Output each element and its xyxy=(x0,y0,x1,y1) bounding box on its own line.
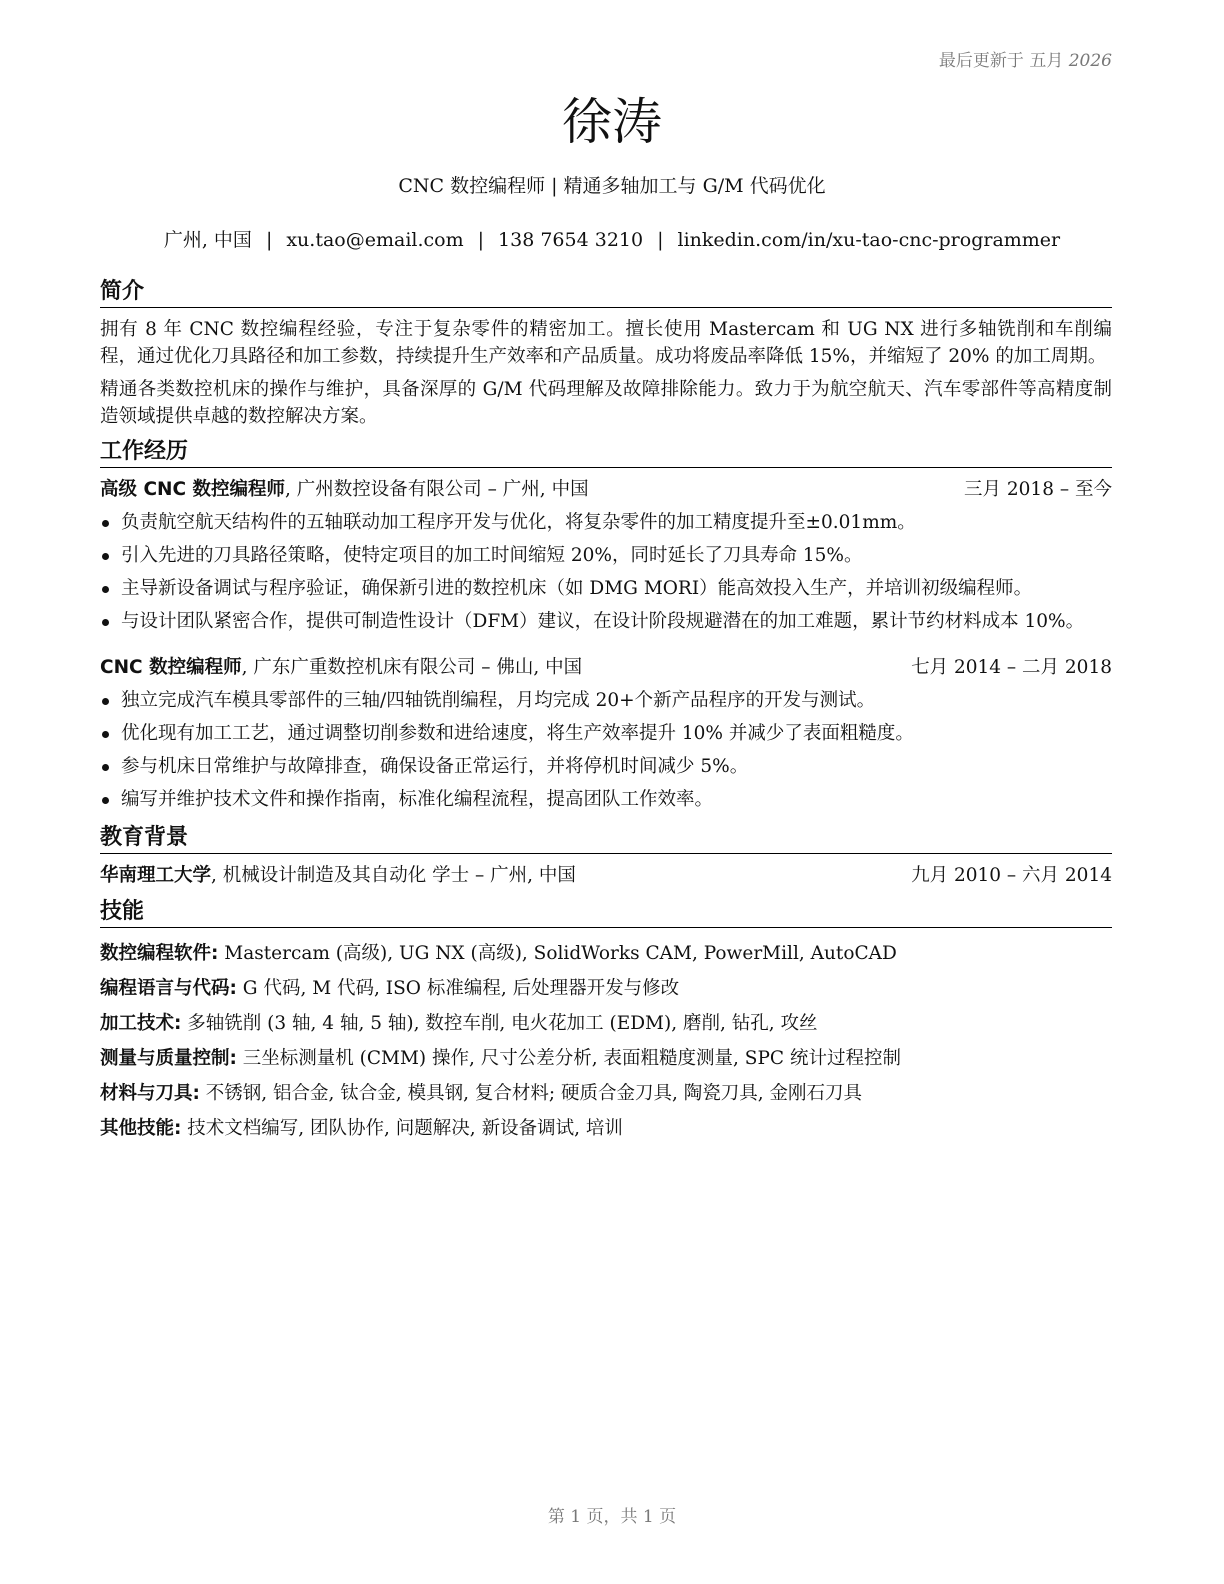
job-bullet: 独立完成汽车模具零部件的三轴/四轴铣削编程，月均完成 20+个新产品程序的开发与测试。 xyxy=(100,684,1112,717)
job-bullets xyxy=(100,684,1112,816)
education-degree: , 机械设计制造及其自动化 学士 – 广州, 中国 xyxy=(211,865,576,886)
job-title-line xyxy=(100,654,582,682)
skill-row xyxy=(100,1041,1112,1076)
skill-label: 测量与质量控制: xyxy=(100,1048,237,1069)
job-company: , 广州数控设备有限公司 – 广州, 中国 xyxy=(285,479,589,500)
skill-label: 加工技术: xyxy=(100,1013,182,1034)
section-title-summary: 简介 xyxy=(100,278,1112,308)
job-role: CNC 数控编程师 xyxy=(100,657,242,678)
skill-value: Mastercam (高级), UG NX (高级), SolidWorks CAM, PowerMill, AutoCAD xyxy=(218,943,897,964)
skill-row xyxy=(100,1006,1112,1041)
skill-value: 多轴铣削 (3 轴, 4 轴, 5 轴), 数控车削, 电火花加工 (EDM), 磨削, 钻孔, 攻丝 xyxy=(181,1013,818,1034)
job-bullet: 负责航空航天结构件的五轴联动加工程序开发与优化，将复杂零件的加工精度提升至±0.01mm。 xyxy=(100,506,1112,539)
contact-separator: | xyxy=(265,229,273,251)
job-bullet: 优化现有加工工艺，通过调整切削参数和进给速度，将生产效率提升 10% 并减少了表面粗糙度。 xyxy=(100,717,1112,750)
skills-section xyxy=(100,898,1112,1146)
skill-row xyxy=(100,1111,1112,1146)
skill-value: G 代码, M 代码, ISO 标准编程, 后处理器开发与修改 xyxy=(236,978,680,999)
job-entry xyxy=(100,476,1112,638)
job-title-line xyxy=(100,476,589,504)
skill-value: 技术文档编写, 团队协作, 问题解决, 新设备调试, 培训 xyxy=(181,1118,623,1139)
contact-phone: 138 7654 3210 xyxy=(498,229,644,251)
job-header xyxy=(100,476,1112,504)
skill-label: 材料与刀具: xyxy=(100,1083,200,1104)
candidate-name: 徐涛 xyxy=(562,93,662,151)
experience-section xyxy=(100,438,1112,816)
resume-body xyxy=(100,278,1112,1154)
summary-paragraph: 拥有 8 年 CNC 数控编程经验，专注于复杂零件的精密加工。擅长使用 Mastercam 和 UG NX 进行多轴铣削和车削编程，通过优化刀具路径和加工参数，持续提升生产效率和产品质量。成功将废品率降低 15%，并缩短了 20% 的加工周期。 xyxy=(100,319,1112,367)
job-bullet: 主导新设备调试与程序验证，确保新引进的数控机床（如 DMG MORI）能高效投入生产，并培训初级编程师。 xyxy=(100,572,1112,605)
education-dates: 九月 2010 – 六月 2014 xyxy=(911,865,1112,886)
job-role: 高级 CNC 数控编程师 xyxy=(100,479,286,500)
contact-linkedin[interactable]: linkedin.com/in/xu-tao-cnc-programmer xyxy=(677,229,1061,251)
last-updated-prefix: 最后更新于 五月 xyxy=(938,51,1064,71)
job-entry xyxy=(100,654,1112,816)
education-title-line xyxy=(100,862,576,890)
skill-row xyxy=(100,971,1112,1006)
section-title-experience: 工作经历 xyxy=(100,438,1112,468)
job-bullet: 引入先进的刀具路径策略，使特定项目的加工时间缩短 20%，同时延长了刀具寿命 15%。 xyxy=(100,539,1112,572)
education-section xyxy=(100,824,1112,890)
skill-row xyxy=(100,936,1112,971)
job-header xyxy=(100,654,1112,682)
section-title-skills: 技能 xyxy=(100,898,1112,928)
contact-separator: | xyxy=(657,229,664,251)
last-updated xyxy=(939,46,1112,71)
section-title-education: 教育背景 xyxy=(100,824,1112,854)
skill-row xyxy=(100,1076,1112,1111)
skill-value: 不锈钢, 铝合金, 钛合金, 模具钢, 复合材料; 硬质合金刀具, 陶瓷刀具, 金刚石刀具 xyxy=(199,1083,862,1104)
skill-label: 其他技能: xyxy=(100,1118,182,1139)
job-dates: 七月 2014 – 二月 2018 xyxy=(911,657,1112,678)
job-bullets xyxy=(100,506,1112,638)
job-bullet: 编写并维护技术文件和操作指南，标准化编程流程，提高团队工作效率。 xyxy=(100,783,1112,816)
contact-separator: | xyxy=(477,229,485,251)
education-school: 华南理工大学 xyxy=(100,865,212,886)
contact-email[interactable]: xu.tao@email.com xyxy=(286,229,464,251)
job-dates: 三月 2018 – 至今 xyxy=(964,479,1112,500)
summary-paragraph: 精通各类数控机床的操作与维护，具备深厚的 G/M 代码理解及故障排除能力。致力于为航空航天、汽车零部件等高精度制造领域提供卓越的数控解决方案。 xyxy=(100,379,1112,427)
job-company: , 广东广重数控机床有限公司 – 佛山, 中国 xyxy=(241,657,583,678)
skill-label: 编程语言与代码: xyxy=(100,978,237,999)
skill-value: 三坐标测量机 (CMM) 操作, 尺寸公差分析, 表面粗糙度测量, SPC 统计过程控制 xyxy=(236,1048,901,1069)
job-bullet: 参与机床日常维护与故障排查，确保设备正常运行，并将停机时间减少 5%。 xyxy=(100,750,1112,783)
last-updated-year: 2026 xyxy=(1068,51,1112,71)
summary-section xyxy=(100,278,1112,430)
tagline: CNC 数控编程师 | 精通多轴加工与 G/M 代码优化 xyxy=(398,175,826,197)
contact-location: 广州, 中国 xyxy=(163,229,252,251)
contact-line xyxy=(0,225,1224,252)
education-entry xyxy=(100,862,1112,890)
page-number: 第 1 页，共 1 页 xyxy=(547,1507,677,1527)
job-bullet: 与设计团队紧密合作，提供可制造性设计（DFM）建议，在设计阶段规避潜在的加工难题，累计节约材料成本 10%。 xyxy=(100,605,1112,638)
skill-label: 数控编程软件: xyxy=(100,943,219,964)
